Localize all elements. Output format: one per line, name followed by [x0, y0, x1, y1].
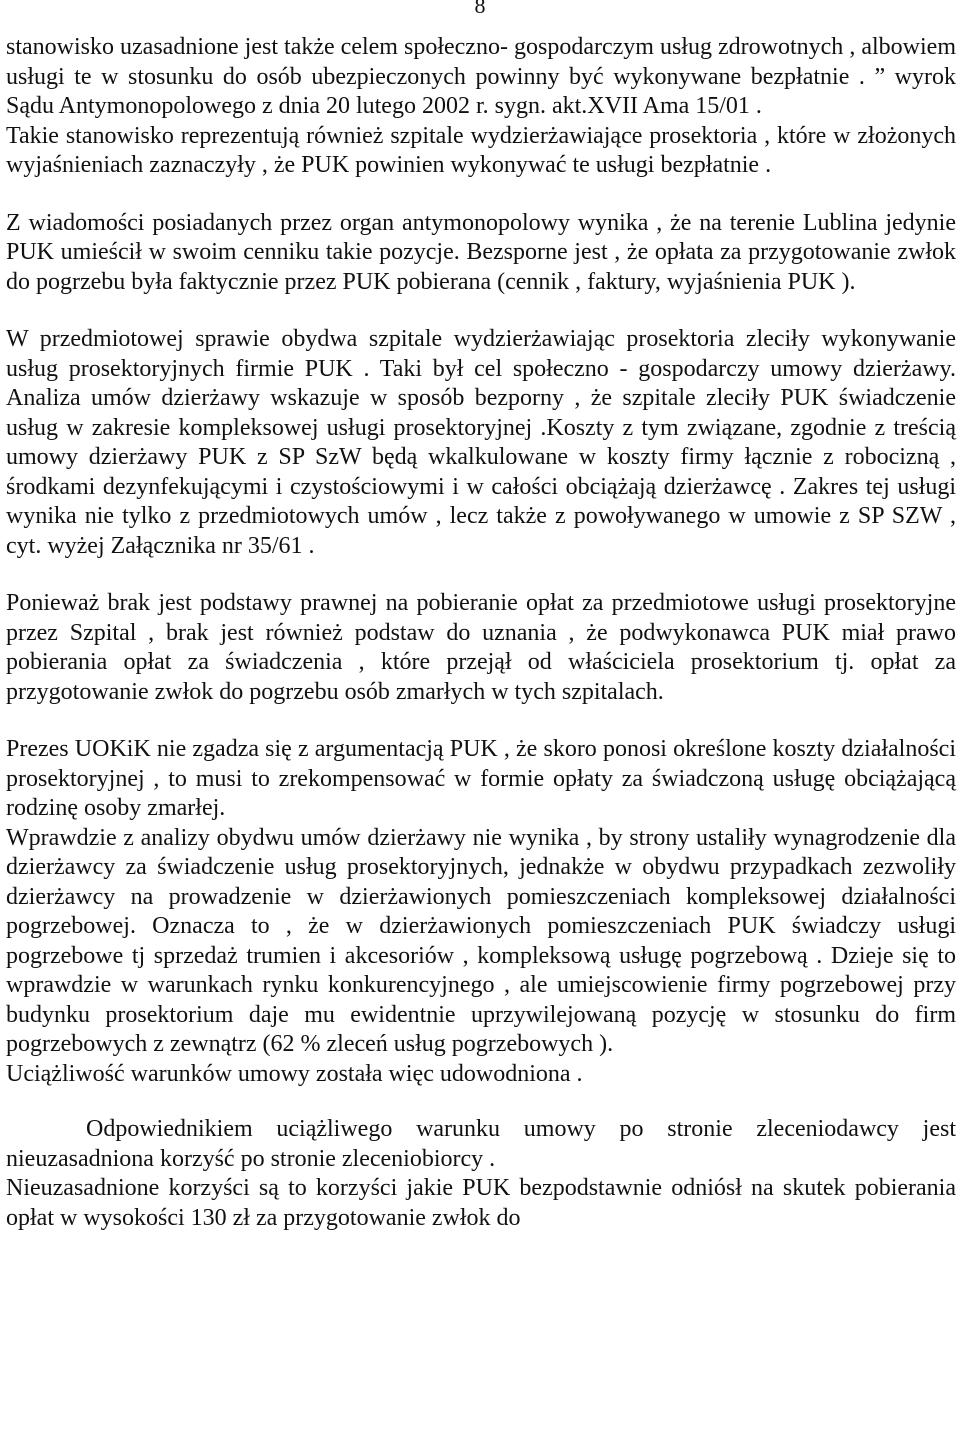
paragraph-8: Uciążliwość warunków umowy została więc udowodniona . [6, 1060, 583, 1087]
paragraph-6: Prezes UOKiK nie zgadza się z argumentacją PUK , że skoro ponosi określone koszty działalności prosektoryjnej , to musi to zrekompensować w formie opłaty za świadczoną usługę obciążającą rodzinę osoby zmarłej. [6, 736, 956, 821]
paragraph-7: Wprawdzie z analizy obydwu umów dzierżawy nie wynika , by strony ustaliły wynagrodzenie dla dzierżawcy za świadczenie usług prosektoryjnych, jednakże w obydwu przypadkach zezwoliły dzierżawcy na prowadzenie w dzierżawionych pomieszczeniach kompleksowej działalności pogrzebowej. Oznacza to , że w dzierżawionych pomieszczeniach PUK świadczy usługi pogrzebowe tj sprzedaż trumien i akcesoriów , kompleksową usługę pogrzebową . Dzieje się to wprawdzie w warunkach rynku konkurencyjnego , ale umiejscowienie firmy pogrzebowej przy budynku prosektorium daje mu ewidentnie uprzywilejowaną pozycję w stosunku do firm pogrzebowych z zewnątrz (62 % zleceń usług pogrzebowych ). [6, 824, 956, 1057]
paragraph-1: stanowisko uzasadnione jest także celem społeczno- gospodarczym usług zdrowotnych , albowiem usługi te w stosunku do osób ubezpieczonych powinny być wykonywane bezpłatnie . ” wyrok Sądu Antymonopolowego z dnia 20 lutego 2002 r. sygn. akt.XVII Ama 15/01 . [6, 34, 956, 119]
paragraph-5: Ponieważ brak jest podstawy prawnej na pobieranie opłat za przedmiotowe usługi prosektoryjne przez Szpital , brak jest również podstaw do uznania , że podwykonawca PUK miał prawo pobierania opłat za świadczenia , które przejął od właściciela prosektorium tj. opłat za przygotowanie zwłok do pogrzebu osób zmarłych w tych szpitalach. [6, 590, 956, 705]
paragraph-3: Z wiadomości posiadanych przez organ antymonopolowy wynika , że na terenie Lublina jedynie PUK umieścił w swoim cenniku takie pozycje. Bezsporne jest , że opłata za przygotowanie zwłok do pogrzebu była faktycznie przez PUK pobierana (cennik , faktury, wyjaśnienia PUK ). [6, 209, 956, 295]
paragraph-4: W przedmiotowej sprawie obydwa szpitale wydzierżawiając prosektoria zleciły wykonywanie usług prosektoryjnych firmie PUK . Taki był cel społeczno - gospodarczy umowy dzierżawy. Analiza umów dzierżawy wskazuje w sposób bezporny , że szpitale zleciły PUK świadczenie usług w zakresie kompleksowej usługi prosektoryjnej .Koszty z tym związane, zgodnie z treścią umowy dzierżawy PUK z SP SzW będą wkalkulowane w koszty firmy łącznie z robocizną , środkami dezynfekującymi i czystościowymi i w całości obciążają dzierżawcę . Zakres tej usługi wynika nie tylko z przedmiotowych umów , lecz także z powoływanego w umowie z SP SZW , cyt. wyżej Załącznika nr 35/61 . [6, 326, 956, 559]
paragraph-2: Takie stanowisko reprezentują również szpitale wydzierżawiające prosektoria , które w złożonych wyjaśnieniach zaznaczyły , że PUK powinien wykonywać te usługi bezpłatnie . [6, 122, 956, 178]
page-number: 8 [474, 0, 486, 18]
document-body [6, 33, 956, 1233]
paragraph-9: Odpowiednikiem uciążliwego warunku umowy po stronie zleceniodawcy jest nieuzasadniona korzyść po stronie zleceniobiorcy . [6, 1116, 956, 1172]
paragraph-10: Nieuzasadnione korzyści są to korzyści jakie PUK bezpodstawnie odniósł na skutek pobierania opłat w wysokości 130 zł za przygotowanie zwłok do [6, 1175, 956, 1231]
